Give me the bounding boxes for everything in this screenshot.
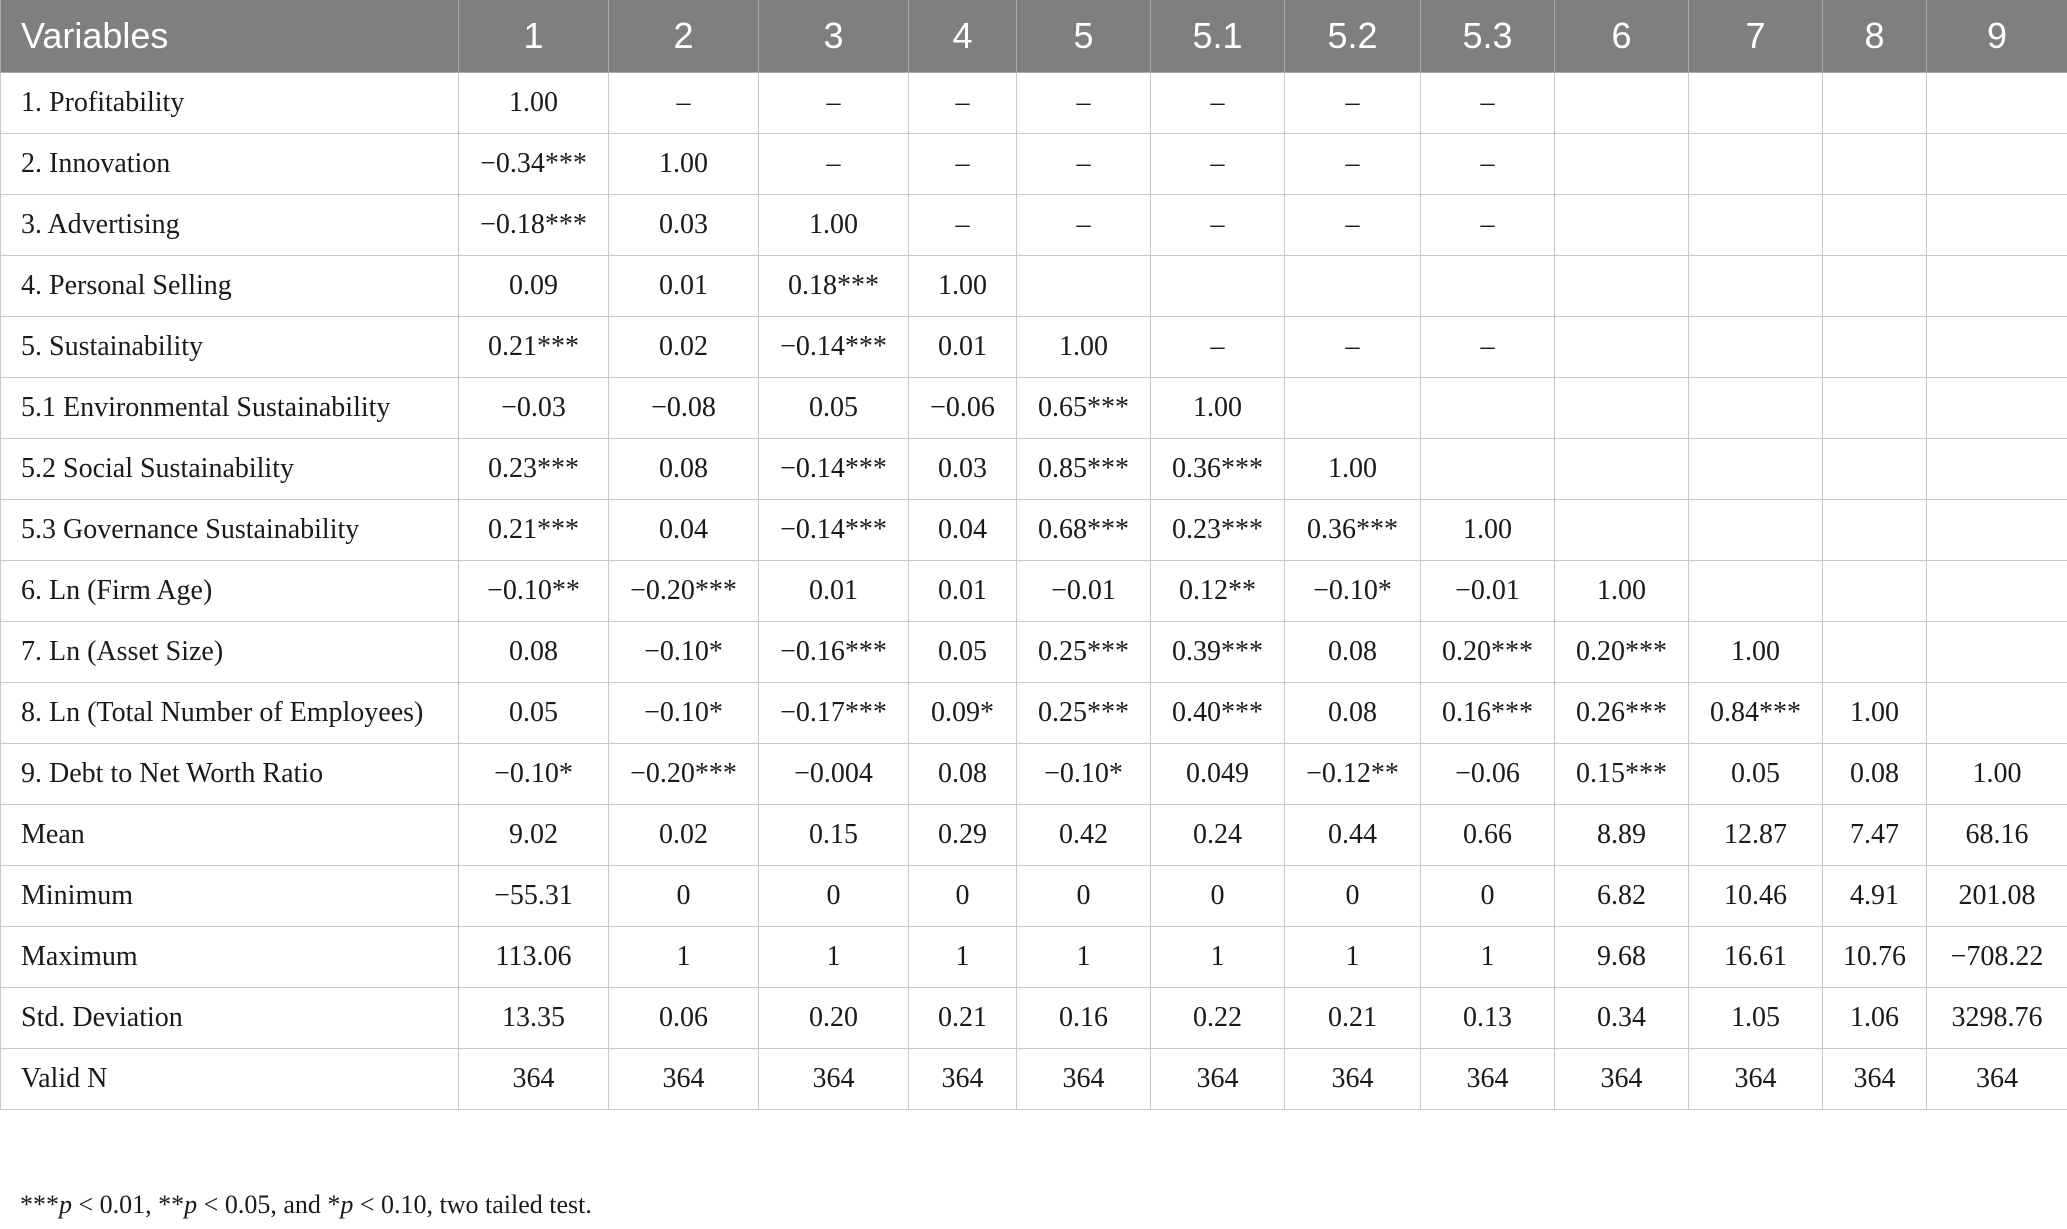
- column-header-1: 1: [459, 0, 609, 73]
- table-cell: 1.00: [609, 134, 759, 195]
- column-header-2: 2: [609, 0, 759, 73]
- table-cell: −0.10*: [609, 622, 759, 683]
- table-cell: −0.20***: [609, 561, 759, 622]
- table-cell: –: [1017, 195, 1151, 256]
- table-cell: 1.00: [1689, 622, 1823, 683]
- table-cell: [1927, 500, 2067, 561]
- table-row: [1, 866, 2067, 927]
- table-cell: 0.66: [1421, 805, 1555, 866]
- column-header-5-1: 5.1: [1151, 0, 1285, 73]
- table-row: [1, 744, 2067, 805]
- row-label: 7. Ln (Asset Size): [1, 622, 459, 683]
- footnote: ***p < 0.01, **p < 0.05, and *p < 0.10, two tailed test.: [20, 1190, 592, 1219]
- table-cell: [1823, 317, 1927, 378]
- table-cell: [1285, 256, 1421, 317]
- table-cell: −0.20***: [609, 744, 759, 805]
- table-cell: [1151, 256, 1285, 317]
- table-cell: –: [609, 73, 759, 134]
- table-cell: 0.049: [1151, 744, 1285, 805]
- table-cell: –: [1017, 134, 1151, 195]
- table-cell: 0.03: [909, 439, 1017, 500]
- table-row: [1, 73, 2067, 134]
- table-cell: 0.05: [759, 378, 909, 439]
- column-header-5: 5: [1017, 0, 1151, 73]
- table-cell: −0.06: [909, 378, 1017, 439]
- table-cell: 0.05: [459, 683, 609, 744]
- column-header-5-3: 5.3: [1421, 0, 1555, 73]
- row-label: Minimum: [1, 866, 459, 927]
- table-cell: 0.36***: [1151, 439, 1285, 500]
- table-cell: 0.04: [609, 500, 759, 561]
- table-cell: 12.87: [1689, 805, 1823, 866]
- table-cell: −0.18***: [459, 195, 609, 256]
- table-cell: 0.44: [1285, 805, 1421, 866]
- table-cell: 1.00: [1421, 500, 1555, 561]
- table-cell: 0.05: [909, 622, 1017, 683]
- table-cell: 0.68***: [1017, 500, 1151, 561]
- row-label: 2. Innovation: [1, 134, 459, 195]
- table-cell: [1421, 256, 1555, 317]
- table-cell: −0.10*: [459, 744, 609, 805]
- row-label: 5. Sustainability: [1, 317, 459, 378]
- table-row: [1, 622, 2067, 683]
- table-cell: 0.40***: [1151, 683, 1285, 744]
- table-row: [1, 1049, 2067, 1110]
- table-cell: 0.34: [1555, 988, 1689, 1049]
- table-cell: 16.61: [1689, 927, 1823, 988]
- table-cell: 364: [1017, 1049, 1151, 1110]
- table-cell: 0.21***: [459, 500, 609, 561]
- table-cell: 364: [1285, 1049, 1421, 1110]
- table-cell: –: [1285, 134, 1421, 195]
- row-label: Maximum: [1, 927, 459, 988]
- table-cell: 1.00: [1017, 317, 1151, 378]
- table-cell: [1927, 317, 2067, 378]
- table-cell: [1689, 134, 1823, 195]
- table-cell: 1: [759, 927, 909, 988]
- table-cell: 0.84***: [1689, 683, 1823, 744]
- table-cell: –: [1151, 317, 1285, 378]
- table-cell: 0.13: [1421, 988, 1555, 1049]
- table-cell: [1689, 73, 1823, 134]
- table-cell: 364: [759, 1049, 909, 1110]
- table-cell: –: [1421, 317, 1555, 378]
- table-cell: 1: [609, 927, 759, 988]
- table-cell: 0.09*: [909, 683, 1017, 744]
- table-cell: −0.10**: [459, 561, 609, 622]
- table-cell: −0.17***: [759, 683, 909, 744]
- table-cell: 364: [1151, 1049, 1285, 1110]
- table-cell: −0.16***: [759, 622, 909, 683]
- table-row: [1, 683, 2067, 744]
- table-cell: 0.16***: [1421, 683, 1555, 744]
- table-cell: [1555, 134, 1689, 195]
- table-cell: 9.68: [1555, 927, 1689, 988]
- table-cell: 0.25***: [1017, 683, 1151, 744]
- table-cell: [1555, 73, 1689, 134]
- table-cell: 1.00: [1555, 561, 1689, 622]
- table-cell: −0.12**: [1285, 744, 1421, 805]
- column-header-variables: Variables: [1, 0, 459, 73]
- table-cell: –: [1421, 195, 1555, 256]
- table-cell: −0.14***: [759, 317, 909, 378]
- row-label: 3. Advertising: [1, 195, 459, 256]
- table-cell: 1.00: [1823, 683, 1927, 744]
- table-cell: 0.04: [909, 500, 1017, 561]
- table-cell: 0.01: [909, 317, 1017, 378]
- table-cell: 8.89: [1555, 805, 1689, 866]
- table-cell: 364: [1823, 1049, 1927, 1110]
- table-cell: [1823, 378, 1927, 439]
- table-cell: 364: [1421, 1049, 1555, 1110]
- table-row: [1, 195, 2067, 256]
- table-cell: 0.21: [909, 988, 1017, 1049]
- table-cell: 0.18***: [759, 256, 909, 317]
- table-cell: 0.05: [1689, 744, 1823, 805]
- table-cell: [1927, 256, 2067, 317]
- table-cell: –: [1151, 195, 1285, 256]
- table-cell: −0.14***: [759, 439, 909, 500]
- table-cell: 1: [1285, 927, 1421, 988]
- table-row: [1, 317, 2067, 378]
- table-cell: 4.91: [1823, 866, 1927, 927]
- table-cell: 0.23***: [459, 439, 609, 500]
- table-cell: −0.03: [459, 378, 609, 439]
- table-cell: [1017, 256, 1151, 317]
- table-cell: 364: [1689, 1049, 1823, 1110]
- table-row: [1, 500, 2067, 561]
- table-cell: 0.24: [1151, 805, 1285, 866]
- table-cell: −0.10*: [1285, 561, 1421, 622]
- column-header-9: 9: [1927, 0, 2067, 73]
- row-label: Valid N: [1, 1049, 459, 1110]
- table-cell: [1555, 195, 1689, 256]
- table-cell: −0.004: [759, 744, 909, 805]
- table-cell: −0.10*: [1017, 744, 1151, 805]
- table-cell: [1927, 195, 2067, 256]
- table-cell: −0.01: [1421, 561, 1555, 622]
- table-cell: −0.34***: [459, 134, 609, 195]
- table-cell: 0: [759, 866, 909, 927]
- table-cell: –: [759, 134, 909, 195]
- table-cell: –: [909, 195, 1017, 256]
- table-cell: 0.65***: [1017, 378, 1151, 439]
- table-cell: 0.25***: [1017, 622, 1151, 683]
- table-cell: [1689, 500, 1823, 561]
- table-cell: 1: [1151, 927, 1285, 988]
- table-cell: 1.05: [1689, 988, 1823, 1049]
- table-cell: [1689, 195, 1823, 256]
- row-label: 5.3 Governance Sustainability: [1, 500, 459, 561]
- table-cell: [1823, 134, 1927, 195]
- table-cell: 0.21: [1285, 988, 1421, 1049]
- row-label: 9. Debt to Net Worth Ratio: [1, 744, 459, 805]
- table-cell: 9.02: [459, 805, 609, 866]
- table-cell: –: [1151, 134, 1285, 195]
- table-cell: [1689, 439, 1823, 500]
- table-cell: 0.26***: [1555, 683, 1689, 744]
- table-cell: 1.00: [459, 73, 609, 134]
- table-cell: 0: [609, 866, 759, 927]
- table-cell: [1823, 500, 1927, 561]
- table-cell: 0.20: [759, 988, 909, 1049]
- table-cell: 0.85***: [1017, 439, 1151, 500]
- table-cell: 1.00: [1285, 439, 1421, 500]
- table-cell: [1823, 622, 1927, 683]
- table-cell: 0.22: [1151, 988, 1285, 1049]
- table-cell: 0.36***: [1285, 500, 1421, 561]
- table-cell: –: [909, 73, 1017, 134]
- table-cell: −0.08: [609, 378, 759, 439]
- table-cell: 0.23***: [1151, 500, 1285, 561]
- table-cell: 0.16: [1017, 988, 1151, 1049]
- table-cell: 0.02: [609, 805, 759, 866]
- table-cell: [1927, 439, 2067, 500]
- table-cell: –: [1285, 317, 1421, 378]
- header-row: [1, 0, 2067, 73]
- table-cell: –: [909, 134, 1017, 195]
- table-cell: 0.42: [1017, 805, 1151, 866]
- table-cell: –: [1017, 73, 1151, 134]
- table-cell: [1927, 561, 2067, 622]
- table-cell: –: [1421, 73, 1555, 134]
- table-cell: 364: [1927, 1049, 2067, 1110]
- row-label: Std. Deviation: [1, 988, 459, 1049]
- table-cell: 68.16: [1927, 805, 2067, 866]
- row-label: 5.1 Environmental Sustainability: [1, 378, 459, 439]
- table-cell: 0.15: [759, 805, 909, 866]
- table-cell: −708.22: [1927, 927, 2067, 988]
- table-cell: 1: [1421, 927, 1555, 988]
- table-cell: [1689, 378, 1823, 439]
- table-cell: [1927, 134, 2067, 195]
- row-label: 4. Personal Selling: [1, 256, 459, 317]
- row-label: 8. Ln (Total Number of Employees): [1, 683, 459, 744]
- table-cell: 10.46: [1689, 866, 1823, 927]
- table-cell: 0.21***: [459, 317, 609, 378]
- table-cell: 0.08: [459, 622, 609, 683]
- row-label: 6. Ln (Firm Age): [1, 561, 459, 622]
- table-cell: [1823, 561, 1927, 622]
- column-header-3: 3: [759, 0, 909, 73]
- table-cell: [1927, 378, 2067, 439]
- table-cell: 364: [1555, 1049, 1689, 1110]
- table-cell: [1421, 378, 1555, 439]
- table-cell: [1285, 378, 1421, 439]
- table-cell: –: [1285, 73, 1421, 134]
- table-cell: 3298.76: [1927, 988, 2067, 1049]
- table-cell: 1.00: [909, 256, 1017, 317]
- table-cell: [1421, 439, 1555, 500]
- table-cell: 1: [1017, 927, 1151, 988]
- table-cell: −0.10*: [609, 683, 759, 744]
- table-cell: 364: [459, 1049, 609, 1110]
- table-cell: 0.01: [909, 561, 1017, 622]
- table-cell: −0.06: [1421, 744, 1555, 805]
- table-cell: 0: [909, 866, 1017, 927]
- table-cell: –: [759, 73, 909, 134]
- table-cell: [1689, 561, 1823, 622]
- table-row: [1, 134, 2067, 195]
- table-cell: −0.01: [1017, 561, 1151, 622]
- table-cell: –: [1285, 195, 1421, 256]
- table-cell: 0.20***: [1555, 622, 1689, 683]
- table-cell: [1555, 378, 1689, 439]
- table-cell: 0.08: [1285, 683, 1421, 744]
- table-cell: 0: [1285, 866, 1421, 927]
- table-cell: 113.06: [459, 927, 609, 988]
- table-cell: −55.31: [459, 866, 609, 927]
- table-cell: [1927, 622, 2067, 683]
- table-cell: 1.00: [759, 195, 909, 256]
- table-cell: 201.08: [1927, 866, 2067, 927]
- table-row: [1, 439, 2067, 500]
- table-cell: [1555, 256, 1689, 317]
- table-cell: 0.08: [1823, 744, 1927, 805]
- table-cell: 1.00: [1151, 378, 1285, 439]
- table-cell: 1: [909, 927, 1017, 988]
- table-cell: 0.08: [909, 744, 1017, 805]
- table-cell: 0.20***: [1421, 622, 1555, 683]
- table-cell: 0: [1421, 866, 1555, 927]
- table-body: [1, 73, 2067, 1110]
- table-cell: 1.00: [1927, 744, 2067, 805]
- table-cell: [1823, 195, 1927, 256]
- table-cell: 0.02: [609, 317, 759, 378]
- table-cell: 10.76: [1823, 927, 1927, 988]
- column-header-7: 7: [1689, 0, 1823, 73]
- table-cell: 0.01: [609, 256, 759, 317]
- column-header-4: 4: [909, 0, 1017, 73]
- table-cell: 0: [1151, 866, 1285, 927]
- table-cell: 0.39***: [1151, 622, 1285, 683]
- table-cell: –: [1151, 73, 1285, 134]
- table-cell: [1555, 317, 1689, 378]
- table-cell: 0.08: [609, 439, 759, 500]
- table-row: [1, 927, 2067, 988]
- table-cell: 0.03: [609, 195, 759, 256]
- table-cell: [1823, 256, 1927, 317]
- table-cell: 0: [1017, 866, 1151, 927]
- row-label: 1. Profitability: [1, 73, 459, 134]
- table-cell: 7.47: [1823, 805, 1927, 866]
- table-row: [1, 256, 2067, 317]
- table-cell: 364: [909, 1049, 1017, 1110]
- table-cell: [1927, 73, 2067, 134]
- table-cell: [1689, 256, 1823, 317]
- table-cell: 6.82: [1555, 866, 1689, 927]
- table-cell: [1823, 439, 1927, 500]
- table-cell: [1555, 500, 1689, 561]
- table-cell: 1.06: [1823, 988, 1927, 1049]
- column-header-6: 6: [1555, 0, 1689, 73]
- table-cell: 13.35: [459, 988, 609, 1049]
- table-row: [1, 988, 2067, 1049]
- column-header-8: 8: [1823, 0, 1927, 73]
- table-cell: [1823, 73, 1927, 134]
- row-label: 5.2 Social Sustainability: [1, 439, 459, 500]
- column-header-5-2: 5.2: [1285, 0, 1421, 73]
- row-label: Mean: [1, 805, 459, 866]
- table-header: [1, 0, 2067, 73]
- table-cell: [1927, 683, 2067, 744]
- table-cell: −0.14***: [759, 500, 909, 561]
- table-row: [1, 805, 2067, 866]
- table-cell: 0.12**: [1151, 561, 1285, 622]
- table-cell: 0.08: [1285, 622, 1421, 683]
- table-cell: 364: [609, 1049, 759, 1110]
- table-row: [1, 561, 2067, 622]
- table-cell: 0.29: [909, 805, 1017, 866]
- table-cell: –: [1421, 134, 1555, 195]
- table-cell: [1689, 317, 1823, 378]
- table-cell: 0.09: [459, 256, 609, 317]
- table-cell: 0.15***: [1555, 744, 1689, 805]
- table-cell: [1555, 439, 1689, 500]
- table-row: [1, 378, 2067, 439]
- table-cell: 0.06: [609, 988, 759, 1049]
- table-cell: 0.01: [759, 561, 909, 622]
